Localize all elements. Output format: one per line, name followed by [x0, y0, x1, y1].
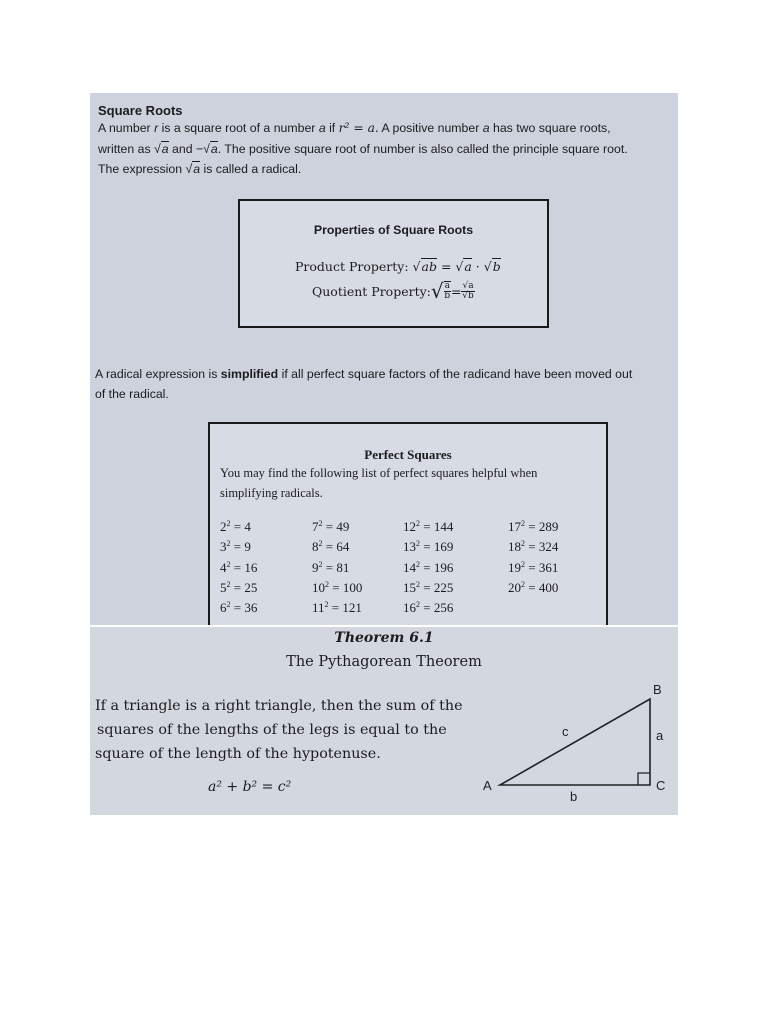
vertex-label-c: C	[656, 778, 666, 793]
fraction-a-over-b	[444, 281, 451, 301]
perfect-square-entry	[312, 598, 362, 618]
perfect-squares-desc-1: You may find the following list of perfect squares helpful when	[220, 466, 538, 480]
theorem-line-2: squares of the lengths of the legs is equal to the	[97, 722, 447, 738]
base: 20	[508, 579, 521, 595]
equals: =	[230, 559, 245, 575]
exponent: 2	[324, 600, 329, 610]
perfect-square-entry	[220, 578, 257, 598]
exponent: 2	[416, 600, 420, 610]
base: 2	[220, 519, 227, 534]
value: 324	[538, 539, 559, 555]
perfect-square-entry	[403, 558, 453, 578]
equals: =	[420, 559, 434, 575]
exponent: 2	[416, 539, 420, 549]
perfect-squares-box	[208, 422, 608, 625]
base: 16	[403, 600, 416, 616]
perfect-square-entry	[220, 598, 257, 618]
var-a: a	[318, 121, 326, 135]
value: 100	[342, 579, 363, 595]
equals: =	[230, 539, 245, 555]
exponent: 2	[318, 519, 323, 528]
properties-box	[238, 199, 549, 328]
vertex-label-a: A	[483, 778, 492, 793]
text-fragment: if	[325, 121, 339, 135]
radicand: a	[464, 259, 472, 274]
base: 8	[312, 539, 319, 555]
exponent: 2	[226, 600, 231, 610]
squares-column-2	[312, 517, 362, 618]
equals: =	[328, 600, 343, 616]
exponent: 2	[521, 579, 525, 589]
equals: =	[230, 579, 245, 595]
perfect-squares-desc-2: simplifying radicals.	[220, 486, 323, 500]
term-simplified: simplified	[220, 367, 279, 381]
sqrt-icon: √	[483, 259, 492, 274]
vertex-label-b: B	[653, 682, 662, 697]
exponent: 2	[226, 519, 231, 528]
equals: =	[322, 539, 337, 555]
side-label-a: a	[656, 728, 664, 743]
sqrt-icon: √	[185, 162, 193, 176]
perfect-square-entry	[508, 578, 558, 598]
base: 17	[508, 519, 521, 534]
perfect-square-entry	[508, 537, 558, 557]
text-fragment: has two square roots,	[489, 121, 611, 135]
denominator: √b	[462, 290, 474, 301]
pythagorean-formula: a² + b² = c²	[208, 779, 292, 795]
text-fragment: The expression	[98, 162, 186, 176]
exponent: 2	[226, 579, 231, 589]
equals: =	[230, 519, 245, 534]
base: 6	[220, 600, 227, 616]
properties-title: Properties of Square Roots	[313, 223, 474, 237]
value: 361	[538, 559, 559, 575]
value: 81	[336, 559, 350, 575]
value: 169	[433, 539, 454, 555]
base: 4	[220, 559, 227, 575]
value: 36	[244, 600, 258, 616]
perfect-square-entry	[220, 537, 257, 557]
base: 7	[312, 519, 319, 534]
radicand: a	[161, 142, 169, 156]
squares-column-3	[403, 517, 453, 618]
exponent: 2	[416, 519, 420, 528]
simplified-line-1	[95, 367, 632, 381]
simplified-line-2: of the radical.	[95, 387, 169, 401]
sqrt-icon: √	[203, 142, 210, 156]
exponent: 2	[318, 539, 323, 549]
exponent: 2	[521, 539, 525, 549]
base: 18	[508, 539, 521, 555]
base: 15	[403, 579, 416, 595]
definition-line-2	[98, 142, 628, 156]
radicand: a	[210, 142, 218, 156]
equals: =	[420, 600, 434, 616]
value: 25	[244, 579, 258, 595]
sqrt-icon: √	[430, 279, 444, 303]
base: 14	[403, 559, 416, 575]
sqrt-icon: √	[154, 142, 161, 156]
theorem-number: Theorem 6.1	[334, 630, 434, 646]
perfect-square-entry	[508, 558, 558, 578]
product-label: Product Property:	[295, 259, 413, 274]
value: 49	[336, 519, 350, 534]
value: 225	[433, 579, 454, 595]
equals: =	[322, 519, 337, 534]
exponent: 2	[226, 539, 231, 549]
squares-column-1	[220, 517, 257, 618]
text-fragment: . The positive square root of number is also called the principle square root.	[217, 142, 628, 156]
exponent: 2	[521, 559, 525, 569]
definition-line-1	[98, 121, 611, 135]
numerator: a	[444, 281, 450, 291]
equals: =	[451, 283, 462, 299]
value: 16	[244, 559, 258, 575]
perfect-square-entry	[220, 517, 257, 537]
base: 9	[312, 559, 319, 575]
radicand: b	[492, 259, 501, 274]
equals: =	[525, 579, 539, 595]
exponent: 2	[416, 579, 420, 589]
product-property	[295, 259, 501, 274]
perfect-square-entry	[312, 578, 362, 598]
base: 5	[220, 579, 227, 595]
side-label-b: b	[570, 789, 578, 804]
perfect-square-entry	[312, 537, 362, 557]
perfect-square-entry	[220, 558, 257, 578]
equals: =	[525, 519, 539, 534]
perfect-squares-title: Perfect Squares	[364, 447, 452, 462]
text-fragment: is called a radical.	[200, 162, 302, 176]
text-fragment: if all perfect square factors of the radicand have been moved out	[278, 367, 633, 381]
sqrt-icon: √	[412, 259, 421, 274]
triangle-shape	[500, 699, 650, 785]
right-angle-marker	[638, 773, 650, 785]
base: 19	[508, 559, 521, 575]
value: 256	[433, 600, 454, 616]
dot: ·	[471, 259, 484, 274]
text-fragment: A number	[98, 121, 155, 135]
definition-line-3	[98, 162, 301, 176]
perfect-square-entry	[312, 558, 362, 578]
value: 196	[433, 559, 454, 575]
base: 13	[403, 539, 416, 555]
perfect-square-entry	[403, 517, 453, 537]
base: 12	[403, 519, 416, 534]
squares-column-4	[508, 517, 558, 598]
sqrt-icon: √	[455, 259, 464, 274]
equals: =	[436, 259, 456, 274]
theorem-line-1: If a triangle is a right triangle, then the sum of the	[95, 698, 463, 714]
equals: =	[329, 579, 343, 595]
quotient-property	[312, 281, 475, 301]
value: 64	[336, 539, 350, 555]
section-title-square-roots: Square Roots	[98, 103, 183, 118]
text-fragment: A positive number	[378, 121, 483, 135]
radicand: a	[193, 162, 201, 176]
equals: =	[230, 600, 245, 616]
base: 3	[220, 539, 227, 555]
equals: =	[322, 559, 337, 575]
quotient-label: Quotient Property:	[312, 283, 431, 299]
exponent: 2	[521, 519, 525, 528]
perfect-square-entry	[403, 598, 453, 618]
perfect-square-entry	[312, 517, 362, 537]
base: 11	[312, 600, 325, 616]
theorem-line-3: square of the length of the hypotenuse.	[95, 746, 381, 762]
value: 144	[433, 519, 454, 534]
text-fragment: and −	[168, 142, 204, 156]
textbook-photo-top	[90, 93, 678, 625]
value: 121	[342, 600, 362, 616]
numerator: √a	[462, 280, 474, 291]
theorem-statement	[95, 694, 463, 766]
perfect-square-entry	[403, 537, 453, 557]
exponent: 2	[226, 559, 231, 569]
denominator: b	[444, 291, 451, 301]
value: 289	[538, 519, 559, 534]
textbook-photo-bottom	[90, 627, 678, 815]
perfect-square-entry	[508, 517, 558, 537]
var-r: r	[154, 121, 159, 135]
exponent: 2	[318, 559, 323, 569]
equals: =	[525, 559, 539, 575]
value: 400	[538, 579, 559, 595]
value: 9	[244, 539, 251, 555]
right-triangle-diagram	[470, 677, 670, 807]
base: 10	[312, 579, 325, 595]
text-fragment: A radical expression is	[95, 367, 221, 381]
side-label-c: c	[562, 724, 569, 739]
equals: =	[420, 539, 434, 555]
text-fragment: written as	[98, 142, 155, 156]
exponent: 2	[325, 579, 329, 589]
var-a: a	[482, 121, 490, 135]
text-fragment: is a square root of a number	[158, 121, 319, 135]
fraction-root-a-over-root-b	[461, 282, 474, 301]
radicand: ab	[421, 259, 437, 274]
perfect-square-entry	[403, 578, 453, 598]
theorem-name: The Pythagorean Theorem	[286, 654, 482, 670]
exponent: 2	[416, 559, 420, 569]
equation-r-squared: r² = a.	[338, 121, 379, 135]
equals: =	[525, 539, 539, 555]
equals: =	[420, 519, 434, 534]
equals: =	[420, 579, 434, 595]
value: 4	[244, 519, 251, 534]
